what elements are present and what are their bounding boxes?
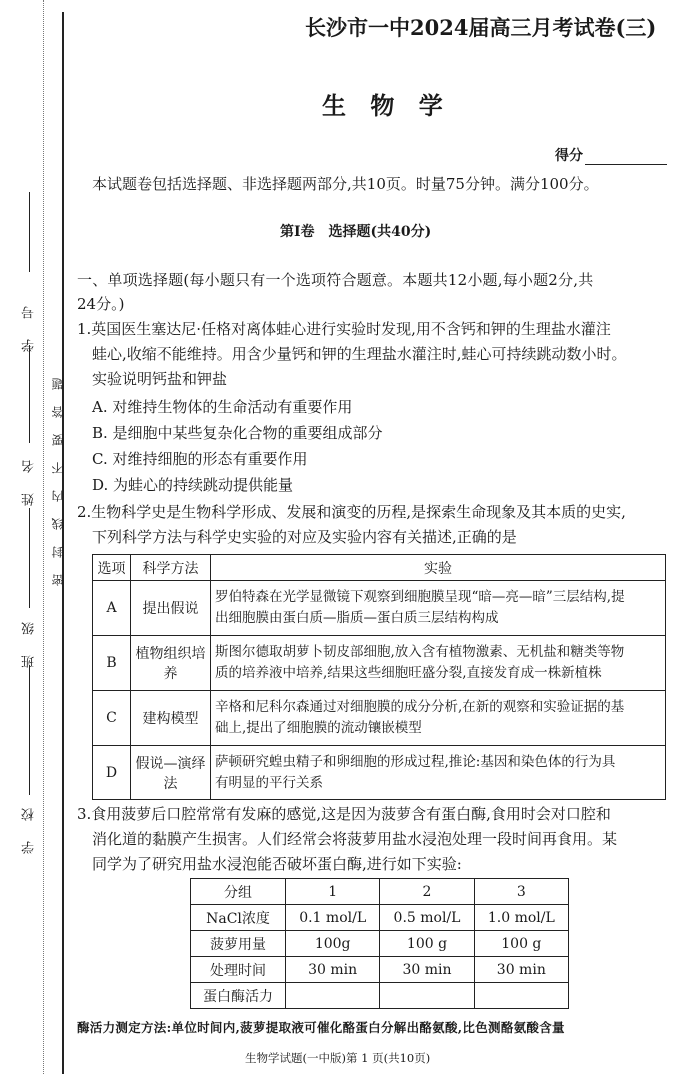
intro-text: 本试题卷包括选择题、非选择题两部分,共10页。时量75分钟。满分100分。: [92, 175, 599, 193]
q1-text: 蛙心,收缩不能维持。用含少量钙和钾的生理盐水灌注时,蛙心可持续跳动数小时。: [92, 345, 627, 363]
method-cell: 建构模型: [131, 691, 211, 746]
q3-text: 同学为了研究用盐水浸泡能否破坏蛋白酶,进行如下实验:: [92, 855, 462, 873]
table-cell: 0.1 mol/L: [286, 905, 380, 931]
q3-text: 消化道的黏膜产生损害。人们经常会将菠萝用盐水浸泡处理一段时间再食用。某: [92, 830, 618, 848]
subject-title: 生 物 学: [322, 91, 451, 120]
q2-text: 2.生物科学史是生物科学形成、发展和演变的历程,是探索生命现象及其本质的史实,: [77, 503, 626, 521]
q1-text: 实验说明钙盐和钾盐: [92, 370, 228, 388]
name-blank[interactable]: [29, 345, 30, 443]
table-row: [191, 931, 569, 957]
table-cell: 0.5 mol/L: [380, 905, 474, 931]
row-header: 分组: [191, 879, 286, 905]
table-cell: [286, 983, 380, 1009]
table-cell: 30 min: [380, 957, 474, 983]
option-cell: B: [93, 636, 131, 691]
q1-option-c[interactable]: C. 对维持细胞的形态有重要作用: [92, 450, 308, 468]
part-heading-cont: 24分。): [77, 295, 125, 313]
part-heading: 一、单项选择题(每小题只有一个选项符合题意。本题共12小题,每小题2分,共: [77, 271, 594, 289]
table-row: [191, 957, 569, 983]
table-cell: 1: [286, 879, 380, 905]
q2-table: [92, 554, 666, 800]
table-cell: 100 g: [380, 931, 474, 957]
seal-warning: 密封线内不要答题: [51, 362, 65, 586]
row-header: 菠萝用量: [191, 931, 286, 957]
table-cell: 30 min: [286, 957, 380, 983]
experiment-cell: 斯图尔德取胡萝卜韧皮部细胞,放入含有植物激素、无机盐和糖类等物 质的培养液中培养,结果这些细胞旺盛分裂,直接发育成一株新植株: [211, 636, 666, 691]
header-cell: 科学方法: [131, 555, 211, 581]
option-cell: C: [93, 691, 131, 746]
experiment-cell: 萨顿研究蝗虫精子和卵细胞的形成过程,推论:基因和染色体的行为具 有明显的平行关系: [211, 746, 666, 800]
page-footer: 生物学试题(一中版)第 1 页(共10页): [245, 1051, 431, 1065]
row-header: 蛋白酶活力: [191, 983, 286, 1009]
school-label: 学 校: [22, 800, 37, 855]
table-cell: 3: [474, 879, 568, 905]
method-cell: 提出假说: [131, 581, 211, 636]
table-cell: 100g: [286, 931, 380, 957]
score-blank[interactable]: [585, 151, 667, 165]
exam-title: 长沙市一中2024届高三月考试卷(三): [305, 15, 657, 40]
table-row: [191, 879, 569, 905]
header-cell: 选项: [93, 555, 131, 581]
table-cell: [474, 983, 568, 1009]
table-row: [93, 691, 666, 746]
q1-option-d[interactable]: D. 为蛙心的持续跳动提供能量: [92, 476, 294, 494]
method-cell: 假说—演绎法: [131, 746, 211, 800]
table-cell: 1.0 mol/L: [474, 905, 568, 931]
table-cell: 30 min: [474, 957, 568, 983]
header-cell: 实验: [211, 555, 666, 581]
method-cell: 植物组织培养: [131, 636, 211, 691]
score-field: [555, 145, 667, 165]
q1-text: 1.英国医生塞达尼·任格对离体蛙心进行实验时发现,用不含钙和钾的生理盐水灌注: [77, 320, 611, 338]
table-row: [93, 636, 666, 691]
table-cell: 100 g: [474, 931, 568, 957]
experiment-cell: 辛格和尼科尔森通过对细胞膜的成分分析,在新的观察和实验证据的基 础上,提出了细胞膜的流动镶嵌模型: [211, 691, 666, 746]
name-label: 姓 名: [22, 452, 37, 507]
student-id-label: 学 号: [22, 298, 37, 353]
q1-option-b[interactable]: B. 是细胞中某些复杂化合物的重要组成部分: [92, 424, 383, 442]
table-cell: 2: [380, 879, 474, 905]
option-cell: D: [93, 746, 131, 800]
fold-line: [43, 0, 44, 1074]
option-cell: A: [93, 581, 131, 636]
student-id-blank[interactable]: [29, 192, 30, 272]
q1-option-a[interactable]: A. 对维持生物体的生命活动有重要作用: [92, 398, 353, 416]
q3-text: 3.食用菠萝后口腔常常有发麻的感觉,这是因为菠萝含有蛋白酶,食用时会对口腔和: [77, 805, 611, 823]
school-blank[interactable]: [29, 665, 30, 795]
q2-text: 下列科学方法与科学史实验的对应及实验内容有关描述,正确的是: [92, 528, 517, 546]
table-row: [191, 905, 569, 931]
table-row: [191, 983, 569, 1009]
row-header: 处理时间: [191, 957, 286, 983]
experiment-cell: 罗伯特森在光学显微镜下观察到细胞膜呈现“暗—亮—暗”三层结构,提 出细胞膜由蛋白质—脂质—蛋白质三层结构构成: [211, 581, 666, 636]
q3-table: [190, 878, 569, 1009]
table-row: [93, 746, 666, 800]
method-note: 酶活力测定方法:单位时间内,菠萝提取液可催化酪蛋白分解出酪氨酸,比色测酪氨酸含量: [77, 1020, 565, 1035]
class-label: 班 级: [22, 614, 37, 669]
table-row: [93, 581, 666, 636]
class-blank[interactable]: [29, 508, 30, 608]
section-heading: 第Ⅰ卷 选择题(共40分): [280, 224, 432, 240]
table-cell: [380, 983, 474, 1009]
row-header: NaCl浓度: [191, 905, 286, 931]
score-label: 得分: [555, 148, 583, 164]
